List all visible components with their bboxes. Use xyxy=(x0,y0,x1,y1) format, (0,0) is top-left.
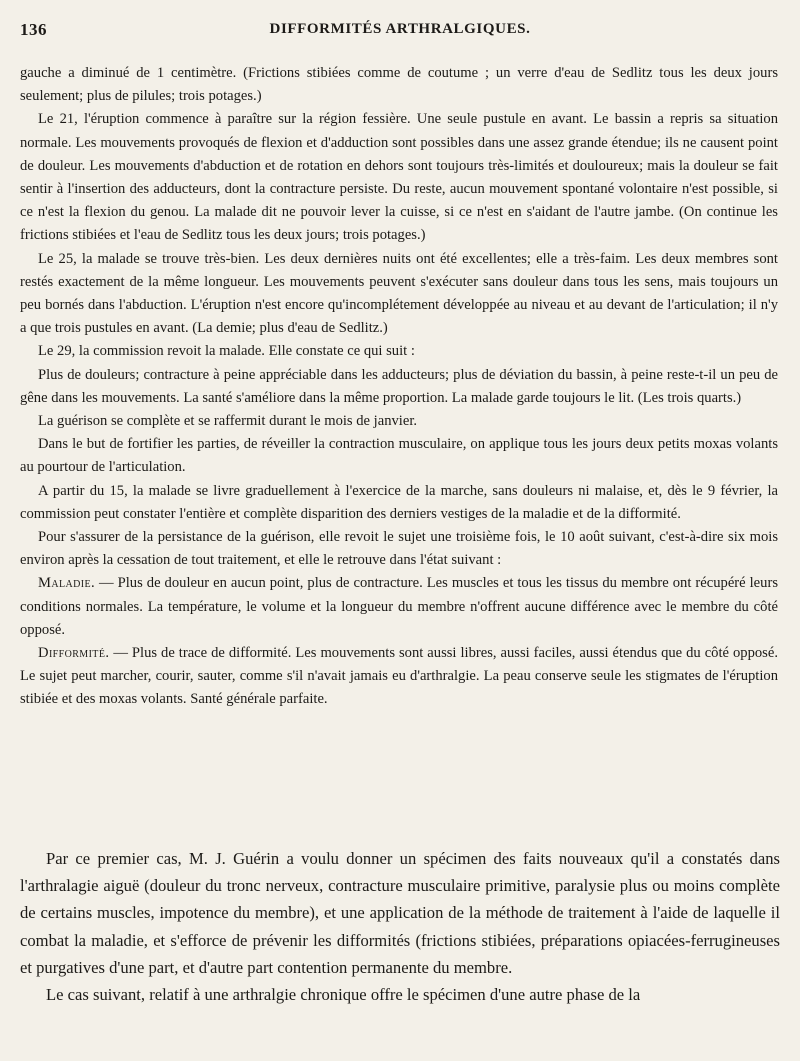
commentary-paragraph: Par ce premier cas, M. J. Guérin a voulu donner un spécimen des faits nouveaux qu'il a constatés dans l'arthralagie aiguë (douleur du tronc nerveux, contracture musculaire primitive, paralysie plus ou moins complète de certains muscles, impotence du membre), et une application de la méthode de traitement à l'aide de laquelle il combat la maladie, et s'efforce de prévenir les difformités (frictions stibiées, préparations opiacées-ferrugineuses et purgatives d'une part, et d'autre part contention permanente du membre. xyxy=(20,849,780,977)
running-title: DIFFORMITÉS ARTHRALGIQUES. xyxy=(269,21,531,37)
maladie-text: — Plus de douleur en aucun point, plus de contracture. Les muscles et tous les tissus du membre ont récupéré leurs conditions normales. La température, le volume et la longueur du membre n'offrent aucune différence avec le membre du côté opposé. xyxy=(20,575,778,638)
case-paragraph: Dans le but de fortifier les parties, de réveiller la contraction musculaire, on applique tous les jours deux petits moxas volants au pourtour de l'articulation. xyxy=(20,436,778,476)
commentary xyxy=(20,845,780,1008)
case-paragraph: Pour s'assurer de la persistance de la guérison, elle revoit le sujet une troisième fois, le 10 août suivant, c'est-à-dire six mois environ après la cessation de tout traitement, et elle le retrouve dans l'état suivant : xyxy=(20,529,778,569)
case-paragraph: Le 21, l'éruption commence à paraître sur la région fessière. Une seule pustule en avant. Le bassin a repris sa situation normale. Les mouvements provoqués de flexion et d'adduction sont possibles dans une assez grande étendue; ils ne causent point de douleur. Les mouvements d'abduction et de rotation en dehors sont toujours très-limités et douloureux; mais la douleur se fait sentir à l'insertion des adducteurs, dont la contracture persiste. Du reste, aucun mouvement spontané volontaire n'est possible, si ce n'est la flexion du genou. La malade dit ne pouvoir lever la cuisse, si ce n'est en s'aidant de l'autre jambe. (On continue les frictions stibiées et l'eau de Sedlitz tous les deux jours; trois potages.) xyxy=(20,111,778,244)
page-number: 136 xyxy=(20,20,47,39)
page-header xyxy=(0,20,800,44)
case-paragraph: Le 25, la malade se trouve très-bien. Les deux dernières nuits ont été excellentes; elle a très-faim. Les deux membres sont restés exactement de la même longueur. Les mouvements peuvent s'exécuter sans douleur dans tous les sens, mais toujours un peu bornés dans l'abduction. L'éruption n'est encore qu'incomplétement développée au niveau et au devant de l'articulation; il n'y a que trois pustules en avant. (La demie; plus d'eau de Sedlitz.) xyxy=(20,250,778,337)
case-paragraph: gauche a diminué de 1 centimètre. (Frictions stibiées comme de coutume ; un verre d'eau de Sedlitz tous les deux jours seulement; plus de pilules; trois potages.) xyxy=(20,65,778,105)
case-paragraph: Le 29, la commission revoit la malade. Elle constate ce qui suit : xyxy=(38,343,415,360)
commentary-paragraph: Le cas suivant, relatif à une arthralgie chronique offre le spécimen d'une autre phase de la xyxy=(46,985,641,1005)
difformite-label: Difformité. xyxy=(38,645,110,662)
case-report xyxy=(20,62,778,712)
difformite-paragraph xyxy=(20,642,778,712)
maladie-label: Maladie. xyxy=(38,575,96,592)
case-paragraph: La guérison se complète et se raffermit durant le mois de janvier. xyxy=(38,413,418,430)
maladie-paragraph xyxy=(20,572,778,642)
difformite-text: — Plus de trace de difformité. Les mouvements sont aussi libres, aussi faciles, aussi étendus que du côté opposé. Le sujet peut marcher, courir, sauter, comme s'il n'avait jamais eu d'arthralgie. La peau conserve seule les stigmates de l'éruption stibiée et des moxas volants. Santé générale parfaite. xyxy=(20,645,778,708)
case-paragraph: A partir du 15, la malade se livre graduellement à l'exercice de la marche, sans douleurs ni malaise, et, dès le 9 février, la commission peut constater l'entière et complète disparition des derniers vestiges de la maladie et de la difformité. xyxy=(20,482,778,522)
case-paragraph: Plus de douleurs; contracture à peine appréciable dans les adducteurs; plus de déviation du bassin, à peine reste-t-il un peu de gêne dans les mouvements. La santé s'améliore dans la même proportion. La malade garde toujours le lit. (Les trois quarts.) xyxy=(20,366,778,406)
